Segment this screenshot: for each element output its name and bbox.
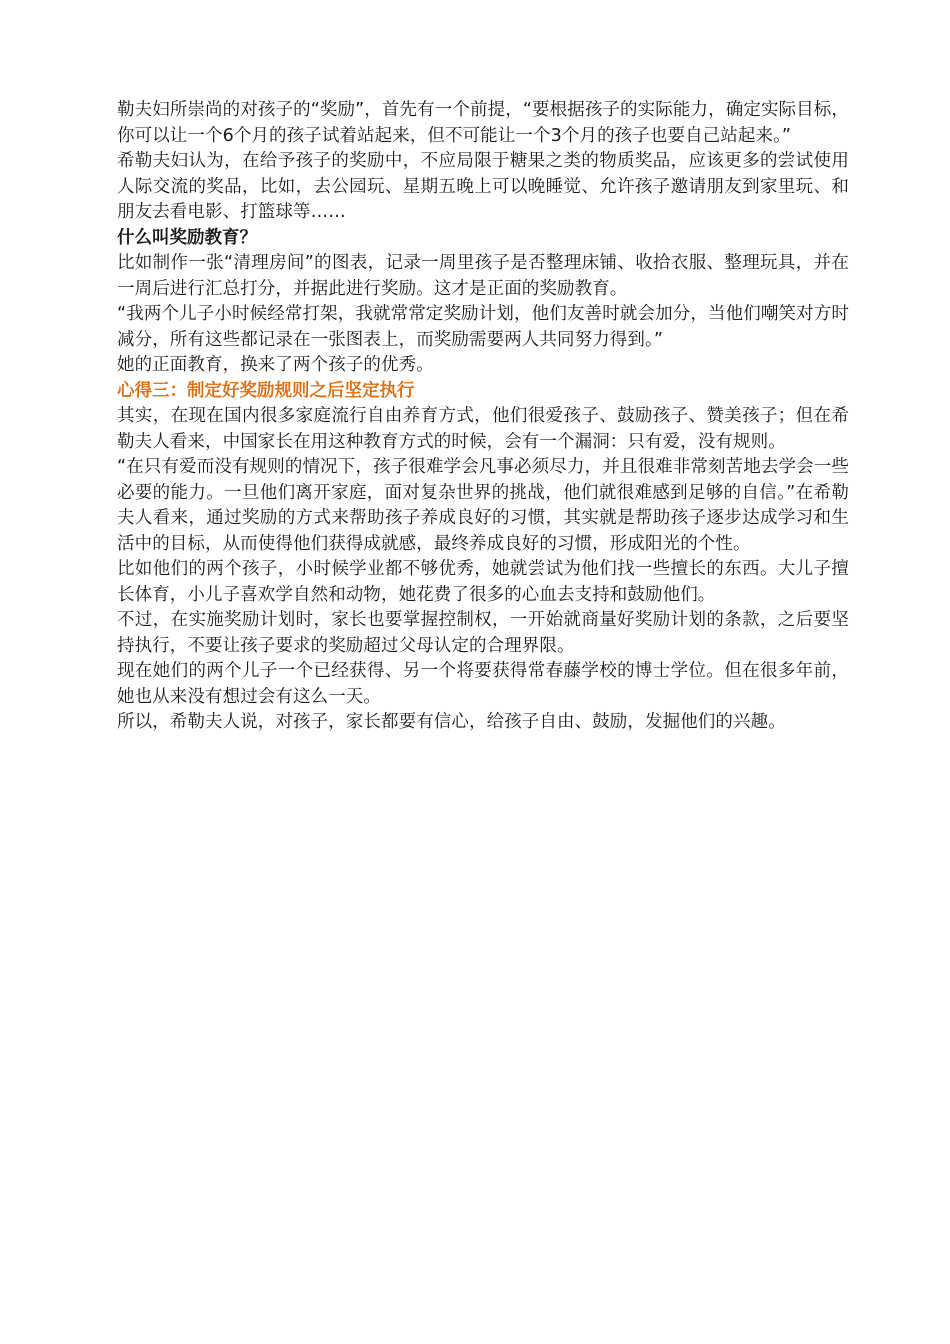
paragraph-sons-quote: “我两个儿子小时候经常打架，我就常常定奖励计划，他们友善时就会加分，当他们嘲笑对方时减分，所有这些都记录在一张图表上，而奖励需要两人共同努力得到。”	[117, 304, 849, 350]
document-page	[117, 98, 849, 736]
paragraph-control: 不过，在实施奖励计划时，家长也要掌握控制权，一开始就商量好奖励计划的条款，之后要坚持执行，不要让孩子要求的奖励超过父母认定的合理界限。	[117, 610, 849, 656]
paragraph-ivy-league: 现在她们的两个儿子一个已经获得、另一个将要获得常春藤学校的博士学位。但在很多年前，她也从来没有想过会有这么一天。	[117, 661, 849, 707]
paragraph-conclusion: 所以，希勒夫人说，对孩子，家长都要有信心，给孩子自由、鼓励，发掘他们的兴趣。	[117, 712, 786, 732]
paragraph-free-parenting: 其实，在现在国内很多家庭流行自由养育方式，他们很爱孩子、鼓励孩子、赞美孩子；但在希勒夫人看来，中国家长在用这种教育方式的时候，会有一个漏洞：只有爱，没有规则。	[117, 406, 849, 452]
paragraph-love-without-rules: “在只有爱而没有规则的情况下，孩子很难学会凡事必须尽力，并且很难非常刻苦地去学会一些必要的能力。一旦他们离开家庭，面对复杂世界的挑战，他们就很难感到足够的自信。”在希勒夫人看来，通过奖励的方式来帮助孩子养成良好的习惯，其实就是帮助孩子逐步达成学习和生活中的目标，从而使得他们获得成就感，最终养成良好的习惯，形成阳光的个性。	[117, 457, 849, 554]
paragraph-chart-example: 比如制作一张“清理房间”的图表，记录一周里孩子是否整理床铺、收拾衣服、整理玩具，并在一周后进行汇总打分，并据此进行奖励。这才是正面的奖励教育。	[117, 253, 849, 299]
paragraph-two-children: 比如他们的两个孩子，小时候学业都不够优秀，她就尝试为他们找一些擅长的东西。大儿子擅长体育，小儿子喜欢学自然和动物，她花费了很多的心血去支持和鼓励他们。	[117, 559, 849, 605]
paragraph-positive-education: 她的正面教育，换来了两个孩子的优秀。	[117, 355, 434, 375]
paragraph-reward-types: 希勒夫妇认为，在给予孩子的奖励中，不应局限于糖果之类的物质奖品，应该更多的尝试使用人际交流的奖品，比如，去公园玩、星期五晚上可以晚睡觉、允许孩子邀请朋友到家里玩、和朋友去看电影、打篮球等……	[117, 151, 849, 222]
heading-what-is-reward-education: 什么叫奖励教育？	[117, 227, 257, 248]
paragraph-reward-premise: 勒夫妇所崇尚的对孩子的“奖励”，首先有一个前提，“要根据孩子的实际能力，确定实际目标，你可以让一个6个月的孩子试着站起来，但不可能让一个3个月的孩子也要自己站起来。”	[117, 100, 849, 146]
heading-insight-three: 心得三：制定好奖励规则之后坚定执行	[117, 380, 415, 401]
